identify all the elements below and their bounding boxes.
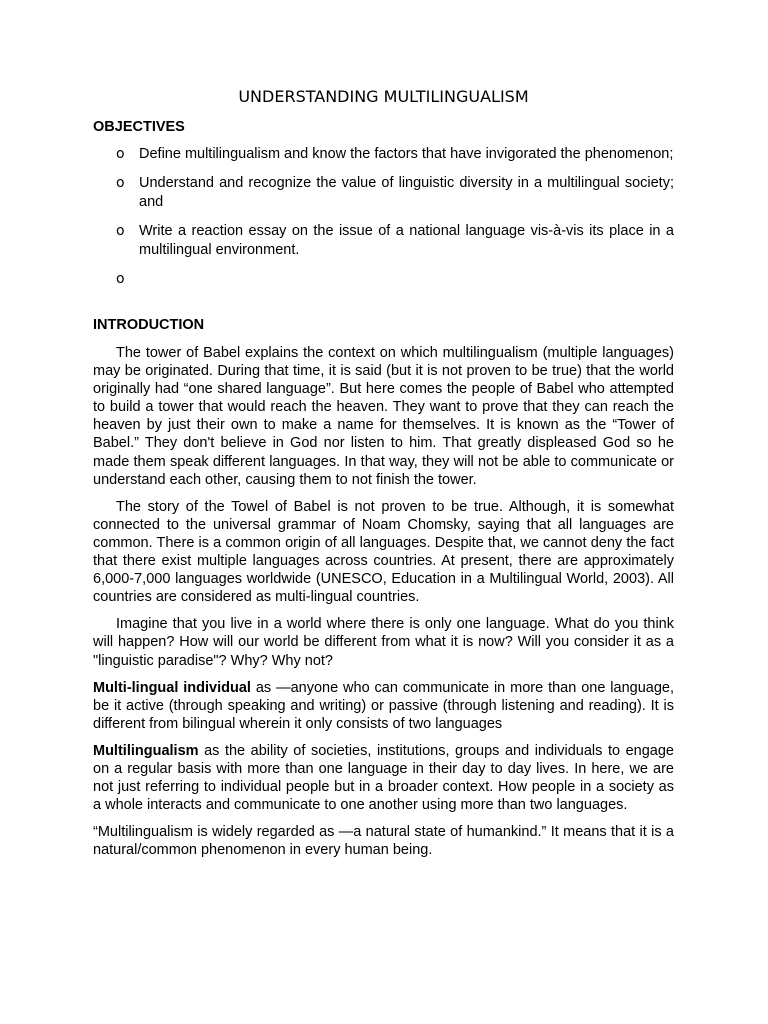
list-item <box>93 270 674 290</box>
list-item <box>93 222 674 261</box>
bullet-marker: o <box>116 146 125 162</box>
paragraph: The tower of Babel explains the context on which multilingualism (multiple languages) may be originated. During that time, it is said (but it is not proven to be true) that the world originally had “one shared language”. But here comes the people of Babel who attempted to build a tower that would reach the heaven. They want to prove that they can reach the heaven by just their own to make a name for themselves. It is known as the “Tower of Babel.” They don't believe in God nor listen to him. That greatly displeased God so he made them speak different languages. In that way, they will not be able to communicate or understand each other, causing them to not finish the tower. <box>93 345 674 488</box>
objectives-heading: OBJECTIVES <box>93 119 185 135</box>
document-title: UNDERSTANDING MULTILINGUALISM <box>238 87 529 106</box>
definition-paragraph <box>93 742 674 814</box>
bullet-marker: o <box>116 222 125 239</box>
list-item <box>93 174 674 213</box>
definition-term: Multi-lingual individual <box>93 679 251 696</box>
objective-text: Write a reaction essay on the issue of a national language vis-à-vis its place in a multilingual environment. <box>139 222 674 258</box>
definition-paragraph <box>93 679 674 733</box>
bullet-marker: o <box>116 174 125 191</box>
closing-paragraph: “Multilingualism is widely regarded as —a natural state of humankind.” It means that it is a natural/common phenomenon in every human being. <box>93 824 674 859</box>
objective-text: Understand and recognize the value of linguistic diversity in a multilingual society; and <box>139 174 674 210</box>
paragraph: Imagine that you live in a world where there is only one language. What do you think will happen? How will our world be different from what it is now? Will you consider it as a "linguistic paradise"? Why? Why not? <box>93 616 674 669</box>
paragraph: The story of the Towel of Babel is not proven to be true. Although, it is somewhat connected to the universal grammar of Noam Chomsky, saying that all languages are common. There is a common origin of all languages. Despite that, we cannot deny the fact that there exist multiple languages across countries. At present, there are approximately 6,000-7,000 languages worldwide (UNESCO, Education in a Multilingual World, 2003). All countries are considered as multi-lingual countries. <box>93 498 674 606</box>
definition-text: as —anyone who can communicate in more than one language, be it active (through speaking and writing) or passive (through listening and reading). It is different from bilingual wherein it only consists of two languages <box>93 679 675 732</box>
introduction-heading: INTRODUCTION <box>93 317 205 333</box>
definition-text: as the ability of societies, institutions, groups and individuals to engage on a regular basis with more than one language in their day to day lives. In here, we are not just referring to individual people but in a broader context. How people in a society as a whole interacts and communicate to one another using more than two languages. <box>93 742 674 814</box>
objective-text: Define multilingualism and know the factors that have invigorated the phenomenon; <box>139 146 674 162</box>
bullet-marker: o <box>116 270 125 287</box>
definition-term: Multilingualism <box>93 742 199 759</box>
introduction-body <box>93 344 674 868</box>
list-item <box>93 145 674 165</box>
objectives-list <box>93 145 674 298</box>
